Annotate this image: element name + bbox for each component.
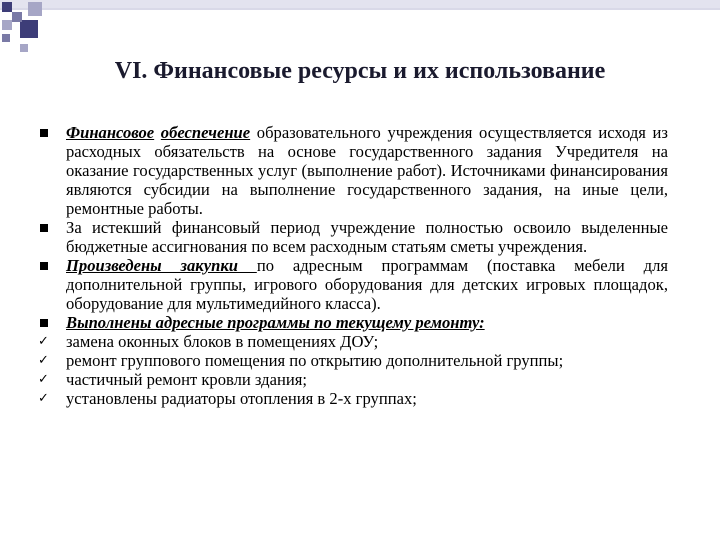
item-text: установлены радиаторы отопления в 2-х группах; <box>66 389 417 408</box>
list-item <box>40 313 668 332</box>
list-item <box>40 351 668 370</box>
item-text: ремонт группового помещения по открытию дополнительной группы; <box>66 351 564 370</box>
checkmark-icon: ✓ <box>38 372 49 387</box>
item-text: замена оконных блоков в помещениях ДОУ; <box>66 332 379 351</box>
checkmark-icon: ✓ <box>38 334 49 349</box>
item-lead: обеспечение <box>160 123 251 142</box>
list-item <box>40 332 668 351</box>
list-item <box>40 389 668 408</box>
slide-content <box>40 123 668 408</box>
square-bullet-icon <box>40 224 48 232</box>
header-decoration <box>0 0 720 60</box>
item-text: образовательного учреждения осуществляется исходя из расходных обязательств на основе государственного задания Учредителя на оказание государственных услуг (выполнение работ). Источниками финансирования являются субсидии на выполнение государственного задания, на иные цели, ремонтные работы. <box>66 123 668 218</box>
list-item <box>40 370 668 389</box>
square-bullet-icon <box>40 262 48 270</box>
checkmark-icon: ✓ <box>38 353 49 368</box>
list-item <box>40 256 668 313</box>
item-text: по адресным программам (поставка мебели для дополнительной группы, игрового оборудования для детских игровых площадок, оборудование для мультимедийного класса). <box>66 256 668 313</box>
item-text: За истекший финансовый период учреждение полностью освоило выделенные бюджетные ассигнования по всем расходным статьям сметы учреждения. <box>66 218 668 256</box>
list-item <box>40 123 668 218</box>
list-item <box>40 218 668 256</box>
checkmark-icon: ✓ <box>38 391 49 406</box>
slide-title: VI. Финансовые ресурсы и их использование <box>114 58 606 84</box>
item-lead: Выполнены адресные программы по текущему ремонту: <box>66 313 485 332</box>
square-bullet-icon <box>40 319 48 327</box>
item-lead: Произведены закупки <box>66 256 257 275</box>
item-text: частичный ремонт кровли здания; <box>66 370 307 389</box>
item-lead-gap <box>154 123 161 142</box>
item-lead: Финансовое <box>66 123 155 142</box>
square-bullet-icon <box>40 129 48 137</box>
